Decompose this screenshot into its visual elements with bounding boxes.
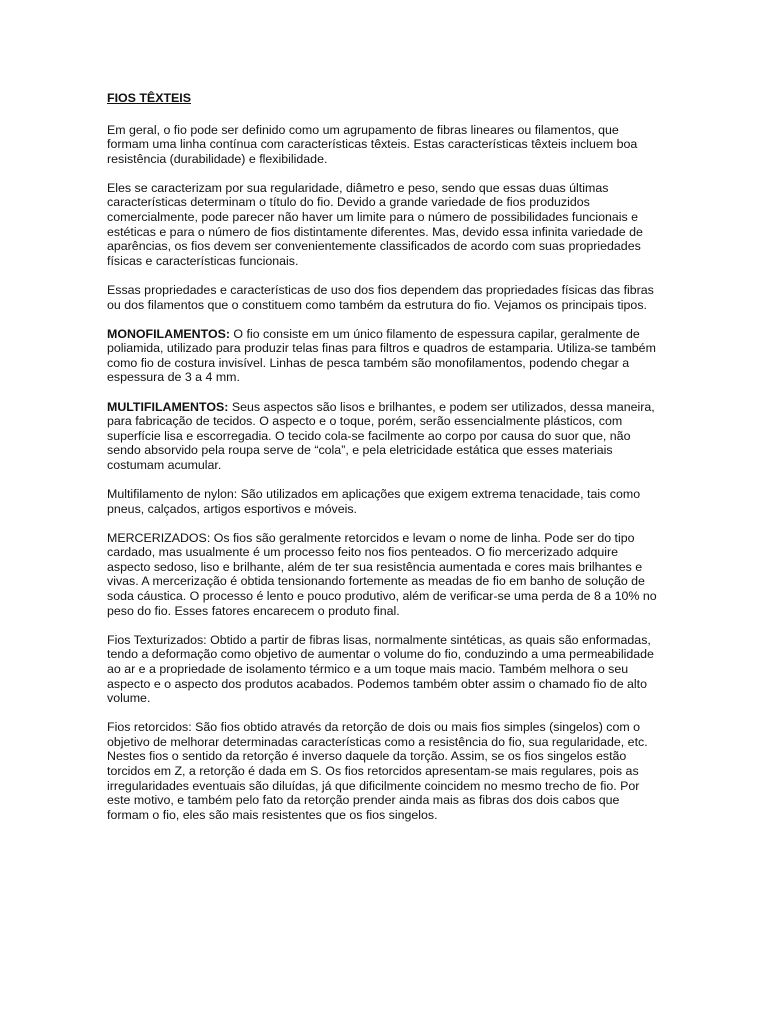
- paragraph-text: MERCERIZADOS: Os fios são geralmente retorcidos e levam o nome de linha. Pode ser do tipo cardado, mas usualmente é um processo feito nos fios penteados. O fio mercerizado adquire aspecto sedoso, liso e brilhante, além de ter sua resistência aumentada e cores mais brilhantes e vivas. A mercerização é obtida tensionando fortemente as meadas de fio em banho de solução de soda cáustica. O processo é lento e pouco produtivo, além de verificar-se uma perda de 8 a 10% no peso do fio. Esses fatores encarecem o produto final.: [107, 530, 657, 618]
- paragraph-texturizados: [107, 633, 659, 706]
- paragraph-multifilamentos: [107, 400, 659, 473]
- paragraph-monofilamentos: [107, 327, 659, 385]
- paragraph-text: Fios Texturizados: Obtido a partir de fibras lisas, normalmente sintéticas, as quais são enformadas, tendo a deformação como objetivo de aumentar o volume do fio, conduzindo a uma permeabilidade ao ar e a propriedade de isolamento térmico e a um toque mais macio. Também melhora o seu aspecto e o aspecto dos produtos acabados. Podemos também obter assim o chamado fio de alto volume.: [107, 632, 654, 706]
- paragraph-retorcidos: [107, 720, 659, 822]
- paragraph-properties: [107, 283, 659, 312]
- paragraph-text: Eles se caracterizam por sua regularidade, diâmetro e peso, sendo que essas duas últimas características determinam o título do fio. Devido a grande variedade de fios produzidos comercialmente, pode parecer não haver um limite para o número de possibilidades funcionais e estéticas e para o número de fios distintamente diferentes. Mas, devido essa infinita variedade de aparências, os fios devem ser convenientemente classificados de acordo com suas propriedades físicas e características funcionais.: [107, 180, 643, 268]
- paragraph-text: Em geral, o fio pode ser definido como um agrupamento de fibras lineares ou filamentos, que formam uma linha contínua com características têxteis. Estas características têxteis incluem boa resistência (durabilidade) e flexibilidade.: [107, 122, 638, 166]
- paragraph-text: O fio consiste em um único filamento de espessura capilar, geralmente de poliamida, utilizado para produzir telas finas para filtros e quadros de estamparia. Utiliza-se também como fio de costura invisível. Linhas de pesca também são monofilamentos, podendo chegar a espessura de 3 a 4 mm.: [107, 326, 656, 385]
- paragraph-text: Essas propriedades e características de uso dos fios dependem das propriedades físicas das fibras ou dos filamentos que o constituem como também da estrutura do fio. Vejamos os principais tipos.: [107, 282, 654, 312]
- document-title: FIOS TÊXTEIS: [107, 91, 191, 105]
- document-page: [107, 91, 659, 837]
- paragraph-text: Seus aspectos são lisos e brilhantes, e podem ser utilizados, dessa maneira, para fabricação de tecidos. O aspecto e o toque, porém, serão essencialmente plásticos, com superfície lisa e escorregadia. O tecido cola-se facilmente ao corpo por causa do suor que, não sendo absorvido pela roupa serve de “cola”, e pela eletricidade estática que esses materiais costumam acumular.: [107, 399, 655, 472]
- paragraph-nylon: [107, 487, 659, 516]
- paragraph-term: MONOFILAMENTOS:: [107, 326, 230, 341]
- paragraph-text: Multifilamento de nylon: São utilizados em aplicações que exigem extrema tenacidade, tais como pneus, calçados, artigos esportivos e móveis.: [107, 486, 641, 516]
- paragraph-text: Fios retorcidos: São fios obtido através da retorção de dois ou mais fios simples (singelos) com o objetivo de melhorar determinadas características como a resistência do fio, sua regularidade, etc. Nestes fios o sentido da retorção é inverso daquele da torção. Assim, se os fios singelos estão torcidos em Z, a retorção é dada em S. Os fios retorcidos apresentam-se mais regulares, pois as irregularidades eventuais são diluídas, já que dificilmente coincidem no mesmo trecho de fio. Por este motivo, e também pelo fato da retorção prender ainda mais as fibras dos dois cabos que formam o fio, eles são mais resistentes que os fios singelos.: [107, 720, 648, 822]
- paragraph-term: MULTIFILAMENTOS:: [107, 399, 229, 414]
- paragraph-definition: [107, 123, 659, 167]
- paragraph-characteristics: [107, 181, 659, 269]
- paragraph-mercerizados: [107, 531, 659, 619]
